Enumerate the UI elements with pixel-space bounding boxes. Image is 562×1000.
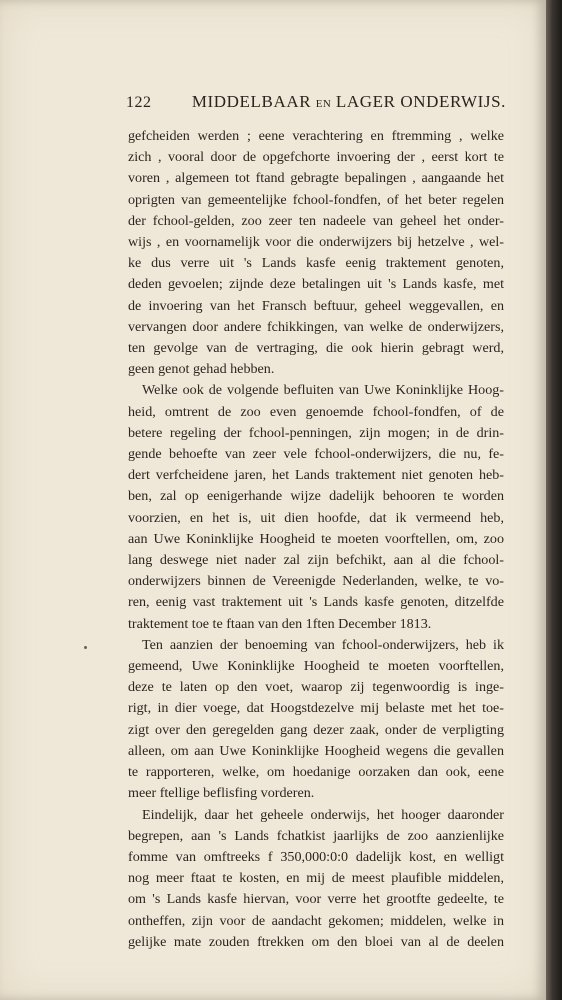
text-line: aan Uwe Koninklijke Hoogheid te moeten voorftellen, om, zoo: [128, 530, 504, 547]
text-line: nog meer ftaat te kosten, en mij de meest plaufible middelen,: [128, 870, 504, 887]
text-line: der fchool-gelden, zoo zeer ten nadeele van geheel het onder-: [128, 212, 504, 229]
text-line: deze te laten op den voet, waarop zij tegenwoordig is inge-: [128, 679, 504, 696]
text-line: traktement toe te ftaan van den 1ften December 1813.: [128, 615, 432, 632]
text-line: begrepen, aan 's Lands fchatkist jaarlijks de zoo aanzienlijke: [128, 827, 504, 844]
running-title-part-1: MIDDELBAAR: [191, 92, 312, 111]
running-title-part-3: LAGER ONDERWIJS.: [335, 92, 506, 111]
text-line: om 's Lands kasfe hiervan, voor verre het grootfte gedeelte, te: [128, 891, 504, 908]
running-title-part-2: EN: [315, 98, 332, 110]
text-line: Eindelijk, daar het geheele onderwijs, het hooger daaronder: [142, 806, 504, 823]
text-line: ten gevolge van de vertraging, die ook hierin gebragt werd,: [128, 340, 504, 357]
text-line: Ten aanzien der benoeming van fchool-onderwijzers, heb ik: [142, 636, 504, 653]
text-line: ben, zal op eenigerhande wijze dadelijk behooren te worden: [128, 488, 504, 505]
text-line: voren , algemeen tot ftand gebragte bepalingen , aangaande het: [128, 170, 504, 187]
text-line: oprigten van gemeentelijke fchool-fondfen, of het beter regelen: [128, 191, 504, 208]
text-line: alleen, om aan Uwe Koninklijke Hoogheid wegens die gevallen: [128, 742, 504, 759]
text-line: meer ftellige beflisfing vorderen.: [128, 785, 315, 802]
text-line: voorzien, en het is, uit dien hoofde, dat ik vermeend heb,: [128, 509, 504, 526]
text-line: ontheffen, zijn voor de aandacht gekomen; middelen, welke in: [128, 912, 504, 929]
text-line: wijs , en voornamelijk voor die onderwijzers bij hetzelve , wel-: [128, 234, 504, 251]
text-line: onderwijzers binnen de Vereenigde Nederlanden, welke, te vo-: [128, 573, 504, 590]
text-line: heid, omtrent de zoo even genoemde fchool-fondfen, of de: [128, 403, 504, 420]
running-title: [192, 92, 506, 112]
text-line: betere regeling der fchool-penningen, zijn mogen; in de drin-: [128, 424, 504, 441]
text-line: ke dus verre uit 's Lands kasfe eenig traktement genoten,: [128, 255, 504, 272]
page-edge: [546, 0, 562, 1000]
ink-speck: [84, 646, 87, 649]
text-line: zigt over den geregelden gang dezer zaak, onder de verpligting: [128, 721, 504, 738]
text-line: gelijke mate zouden ftrekken om den bloei van al de deelen: [128, 933, 504, 950]
text-line: ren, eenig vast traktement uit 's Lands kasfe genoten, ditzelfde: [128, 594, 504, 611]
text-line: dert verfcheidene jaren, het Lands traktement niet genoten heb-: [128, 467, 504, 484]
text-line: te rapporteren, welke, om hoedanige oorzaken dan ook, eene: [128, 764, 504, 781]
text-line: zich , vooral door de opgefchorte invoering der , eerst kort te: [128, 149, 504, 166]
text-line: fomme van omftreeks f 350,000:0:0 dadelijk kost, en welligt: [128, 848, 504, 865]
text-line: geen genot gehad hebben.: [128, 361, 275, 378]
body-text: [128, 126, 504, 953]
text-line: gende behoefte van zeer vele fchool-onderwijzers, die nu, fe-: [128, 446, 504, 463]
text-line: deden gevoelen; zijnde deze betalingen uit 's Lands kasfe, met: [128, 276, 504, 293]
text-line: gefcheiden werden ; eene verachtering en ftremming , welke: [128, 128, 504, 144]
text-line: rigt, in dier voege, dat Hoogstdezelve mij belaste met het toe-: [128, 700, 504, 717]
page-number: 122: [126, 94, 152, 111]
text-line: Welke ook de volgende befluiten van Uwe Koninklijke Hoog-: [142, 382, 504, 399]
running-header: [126, 92, 506, 112]
text-line: vervangen door andere fchikkingen, van welke de onderwijzers,: [128, 318, 504, 335]
text-line: de invoering van het Fransch beftuur, geheel weggevallen, en: [128, 297, 504, 314]
text-line: gemeend, Uwe Koninklijke Hoogheid te moeten voorftellen,: [128, 658, 504, 675]
text-line: lang deswege niet nader zal zijn befchikt, aan al die fchool-: [128, 552, 504, 569]
